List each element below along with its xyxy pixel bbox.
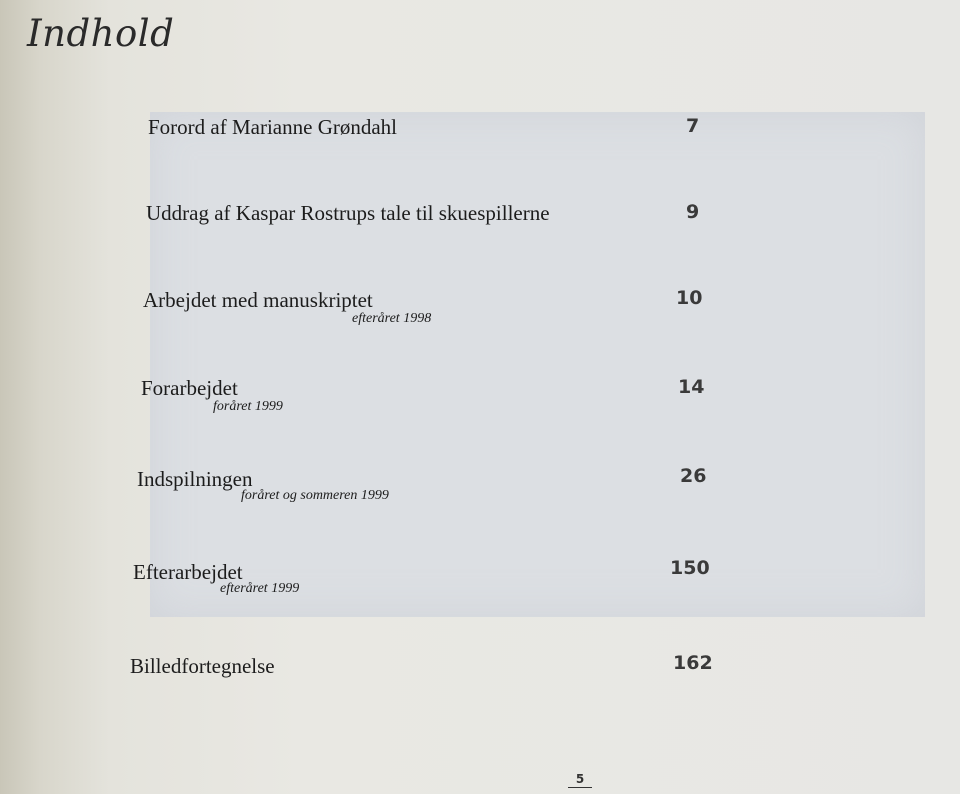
- toc-entry-title: Arbejdet med manuskriptet: [143, 288, 373, 312]
- toc-entry-title: Billedfortegnelse: [130, 654, 275, 678]
- toc-entry-title: Forarbejdet: [141, 376, 238, 400]
- toc-entry-title: Forord af Marianne Grøndahl: [148, 115, 398, 139]
- toc-entry-subtitle: efteråret 1998: [352, 311, 432, 326]
- toc-entry-page: 9: [686, 201, 700, 223]
- toc-entry-title: Indspilningen: [137, 467, 253, 491]
- toc-entry-page: 14: [678, 376, 705, 398]
- shaded-panel: [150, 112, 925, 617]
- toc-entry-page: 162: [673, 652, 713, 674]
- toc-entry-page: 26: [680, 465, 707, 487]
- toc-entry-subtitle: foråret 1999: [213, 399, 283, 414]
- toc-entry-page: 7: [686, 115, 700, 137]
- page-number: 5: [568, 772, 592, 788]
- toc-entry-page: 10: [676, 287, 703, 309]
- toc-entry-page: 150: [670, 557, 710, 579]
- toc-entry-subtitle: efteråret 1999: [220, 581, 300, 596]
- page-title: Indhold: [27, 12, 175, 55]
- toc-entry-subtitle: foråret og sommeren 1999: [241, 488, 389, 503]
- toc-entry-title: Efterarbejdet: [133, 560, 243, 584]
- toc-entry-title: Uddrag af Kaspar Rostrups tale til skuespillerne: [146, 201, 550, 225]
